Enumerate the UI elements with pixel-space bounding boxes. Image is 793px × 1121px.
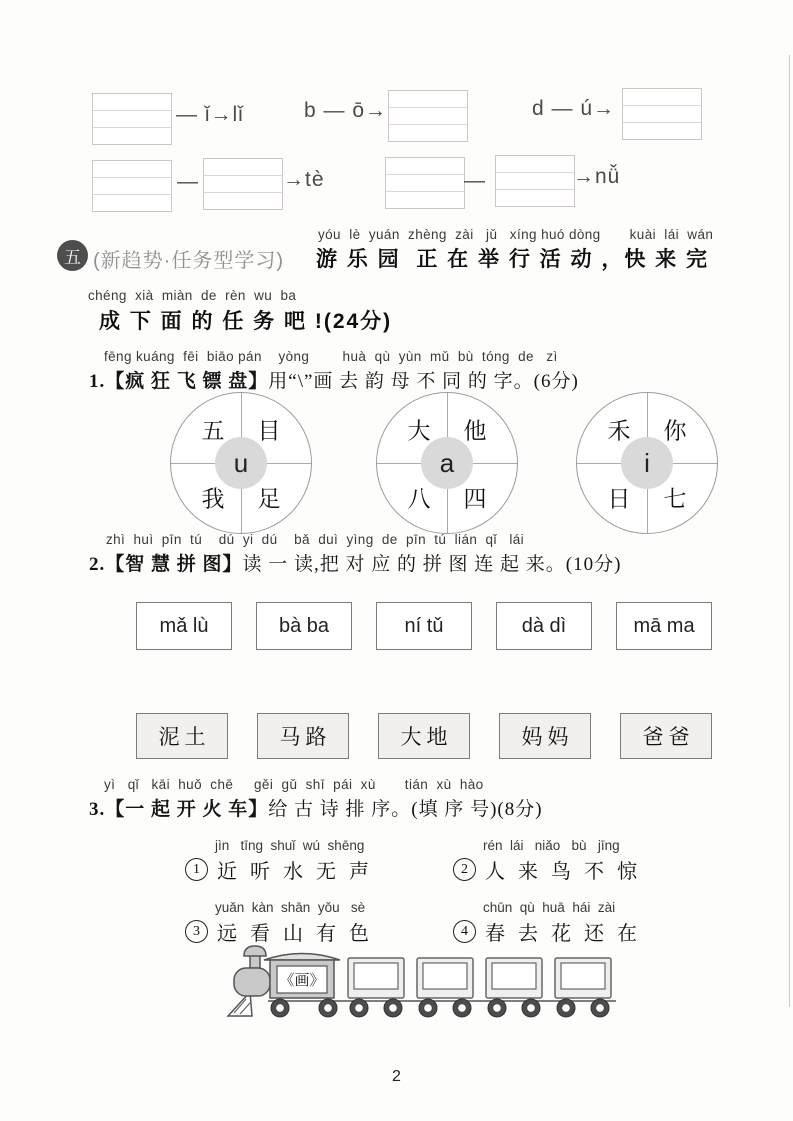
q1-tag: 【疯 狂 飞 镖 盘】 <box>105 371 269 392</box>
poem-line-number: 4 <box>453 920 476 943</box>
spelling-text-li: — ǐ→lǐ <box>176 103 244 126</box>
q2-number: 2. <box>89 554 106 575</box>
train-engine-label: 《画》 <box>279 973 325 989</box>
writing-box-li[interactable] <box>92 93 172 145</box>
poem-line-pinyin: yuǎn kàn shān yǒu sè <box>215 900 366 915</box>
poem-line-3 <box>185 900 453 946</box>
puzzle-piece-hanzi[interactable]: 大地 <box>378 713 470 759</box>
train-illustration <box>224 944 624 1024</box>
poem-line-text: 远 看 山 有 色 <box>217 923 373 945</box>
train-boiler <box>234 968 270 996</box>
train-smokestack-cap <box>244 946 266 956</box>
puzzle-row-pinyin <box>136 602 712 650</box>
train-wheel <box>271 999 289 1017</box>
spelling-result-nu: →nǚ <box>573 165 621 188</box>
scan-edge-line <box>789 55 790 1007</box>
spelling-dash-nu: — <box>464 169 486 192</box>
q2-text <box>89 549 621 576</box>
q1-pinyin: fēng kuáng fēi biāo pán yòng huà qù yùn mǔ bù tóng de zì <box>104 349 558 364</box>
q2-tag: 【智 慧 拼 图】 <box>105 554 243 575</box>
train-wheel <box>591 999 609 1017</box>
train-wheel <box>522 999 540 1017</box>
train-wheel <box>419 999 437 1017</box>
wheel-char[interactable]: 八 <box>407 486 431 512</box>
q3-number: 3. <box>89 799 106 820</box>
dartboard-wheel-u <box>170 392 312 534</box>
wheel-char[interactable]: 五 <box>201 418 225 444</box>
wheel-char[interactable]: 我 <box>201 486 225 512</box>
poem-line-pinyin: rén lái niǎo bù jīng <box>483 838 620 853</box>
poem-line-number: 1 <box>185 858 208 881</box>
spelling-result-te: →tè <box>283 168 325 191</box>
q3-text <box>89 794 543 821</box>
poem-line-1 <box>185 838 453 884</box>
wheel-center-vowel: a <box>421 437 473 489</box>
wheel-char[interactable]: 四 <box>463 486 487 512</box>
puzzle-piece-pinyin[interactable]: ní tǔ <box>376 602 472 650</box>
wheel-char[interactable]: 七 <box>663 486 687 512</box>
page-number: 2 <box>392 1068 401 1085</box>
dartboard-wheel-i <box>576 392 718 534</box>
train-car-answer-box[interactable] <box>561 963 605 989</box>
poem-line-text: 近 听 水 无 声 <box>217 861 373 883</box>
q3-pinyin: yì qǐ kāi huǒ chē gěi gǔ shī pái xù tián xù hào <box>104 777 484 792</box>
dartboard-wheel-a <box>376 392 518 534</box>
train-car-4 <box>555 958 611 998</box>
section-line1-pinyin: yóu lè yuán zhèng zài jǔ xíng huó dòng kuài lái wán <box>318 227 714 242</box>
train-wheel <box>557 999 575 1017</box>
section-line2-text: 成 下 面 的 任 务 吧 !(24分) <box>99 310 393 333</box>
puzzle-piece-pinyin[interactable]: mǎ lù <box>136 602 232 650</box>
section-number-badge: 五 <box>57 240 88 271</box>
section-tag: (新趋势·任务型学习) <box>93 250 284 272</box>
poem-line-pinyin: jìn tīng shuǐ wú shēng <box>215 838 365 853</box>
wheel-char[interactable]: 他 <box>463 418 487 444</box>
poem-line-number: 3 <box>185 920 208 943</box>
writing-box-te-1[interactable] <box>92 160 172 212</box>
poem-line-text: 人 来 鸟 不 惊 <box>485 861 641 883</box>
q1-text <box>89 366 579 393</box>
puzzle-piece-pinyin[interactable]: dà dì <box>496 602 592 650</box>
spelling-dash-te: — <box>177 170 199 193</box>
spelling-text-du: d — ú→ <box>532 97 616 120</box>
wheel-char[interactable]: 大 <box>407 418 431 444</box>
poem-line-number: 2 <box>453 858 476 881</box>
wheel-char[interactable]: 日 <box>607 486 631 512</box>
train-car-1 <box>348 958 404 998</box>
writing-box-nu-1[interactable] <box>385 157 465 209</box>
train-car-answer-box[interactable] <box>492 963 536 989</box>
train-wheel <box>319 999 337 1017</box>
train-car-3 <box>486 958 542 998</box>
wheel-char[interactable]: 目 <box>257 418 281 444</box>
wheel-char[interactable]: 你 <box>663 418 687 444</box>
wheel-char[interactable]: 禾 <box>607 418 631 444</box>
writing-box-bo[interactable] <box>388 90 468 142</box>
q2-pinyin: zhì huì pīn tú dú yi dú bǎ duì yìng de pīn tú lián qǐ lái <box>106 532 525 547</box>
poem-line-pinyin: chūn qù huā hái zài <box>483 900 616 915</box>
q1-instruction: 用“\”画 去 韵 母 不 同 的 字。(6分) <box>268 371 579 392</box>
train-car-answer-box[interactable] <box>354 963 398 989</box>
puzzle-row-hanzi <box>136 713 712 759</box>
poem-line-2 <box>453 838 641 884</box>
poem-lines <box>185 838 641 946</box>
spelling-text-bo: b — ō→ <box>304 99 388 122</box>
train-roof <box>264 954 340 961</box>
puzzle-piece-hanzi[interactable]: 妈妈 <box>499 713 591 759</box>
puzzle-piece-hanzi[interactable]: 泥土 <box>136 713 228 759</box>
q2-instruction: 读 一 读,把 对 应 的 拼 图 连 起 来。(10分) <box>242 554 622 575</box>
writing-box-te-2[interactable] <box>203 158 283 210</box>
train-wheel <box>350 999 368 1017</box>
wheel-center-vowel: u <box>215 437 267 489</box>
q3-tag: 【一 起 开 火 车】 <box>105 799 269 820</box>
puzzle-piece-hanzi[interactable]: 马路 <box>257 713 349 759</box>
section-line2-pinyin: chéng xià miàn de rèn wu ba <box>88 288 297 303</box>
wheel-center-vowel: i <box>621 437 673 489</box>
q3-instruction: 给 古 诗 排 序。(填 序 号)(8分) <box>268 799 543 820</box>
train-wheel <box>453 999 471 1017</box>
writing-box-nu-2[interactable] <box>495 155 575 207</box>
q1-number: 1. <box>89 371 106 392</box>
poem-line-text: 春 去 花 还 在 <box>485 923 641 945</box>
wheel-char[interactable]: 足 <box>257 486 281 512</box>
puzzle-piece-hanzi[interactable]: 爸爸 <box>620 713 712 759</box>
train-car-2 <box>417 958 473 998</box>
puzzle-piece-pinyin[interactable]: mā ma <box>616 602 712 650</box>
train-wheel <box>384 999 402 1017</box>
train-car-answer-box[interactable] <box>423 963 467 989</box>
poem-line-4 <box>453 900 641 946</box>
train-wheel <box>488 999 506 1017</box>
section-line1-text: 游 乐 园 正 在 举 行 活 动 ，快 来 完 <box>316 248 710 271</box>
puzzle-piece-pinyin[interactable]: bà ba <box>256 602 352 650</box>
writing-box-du[interactable] <box>622 88 702 140</box>
